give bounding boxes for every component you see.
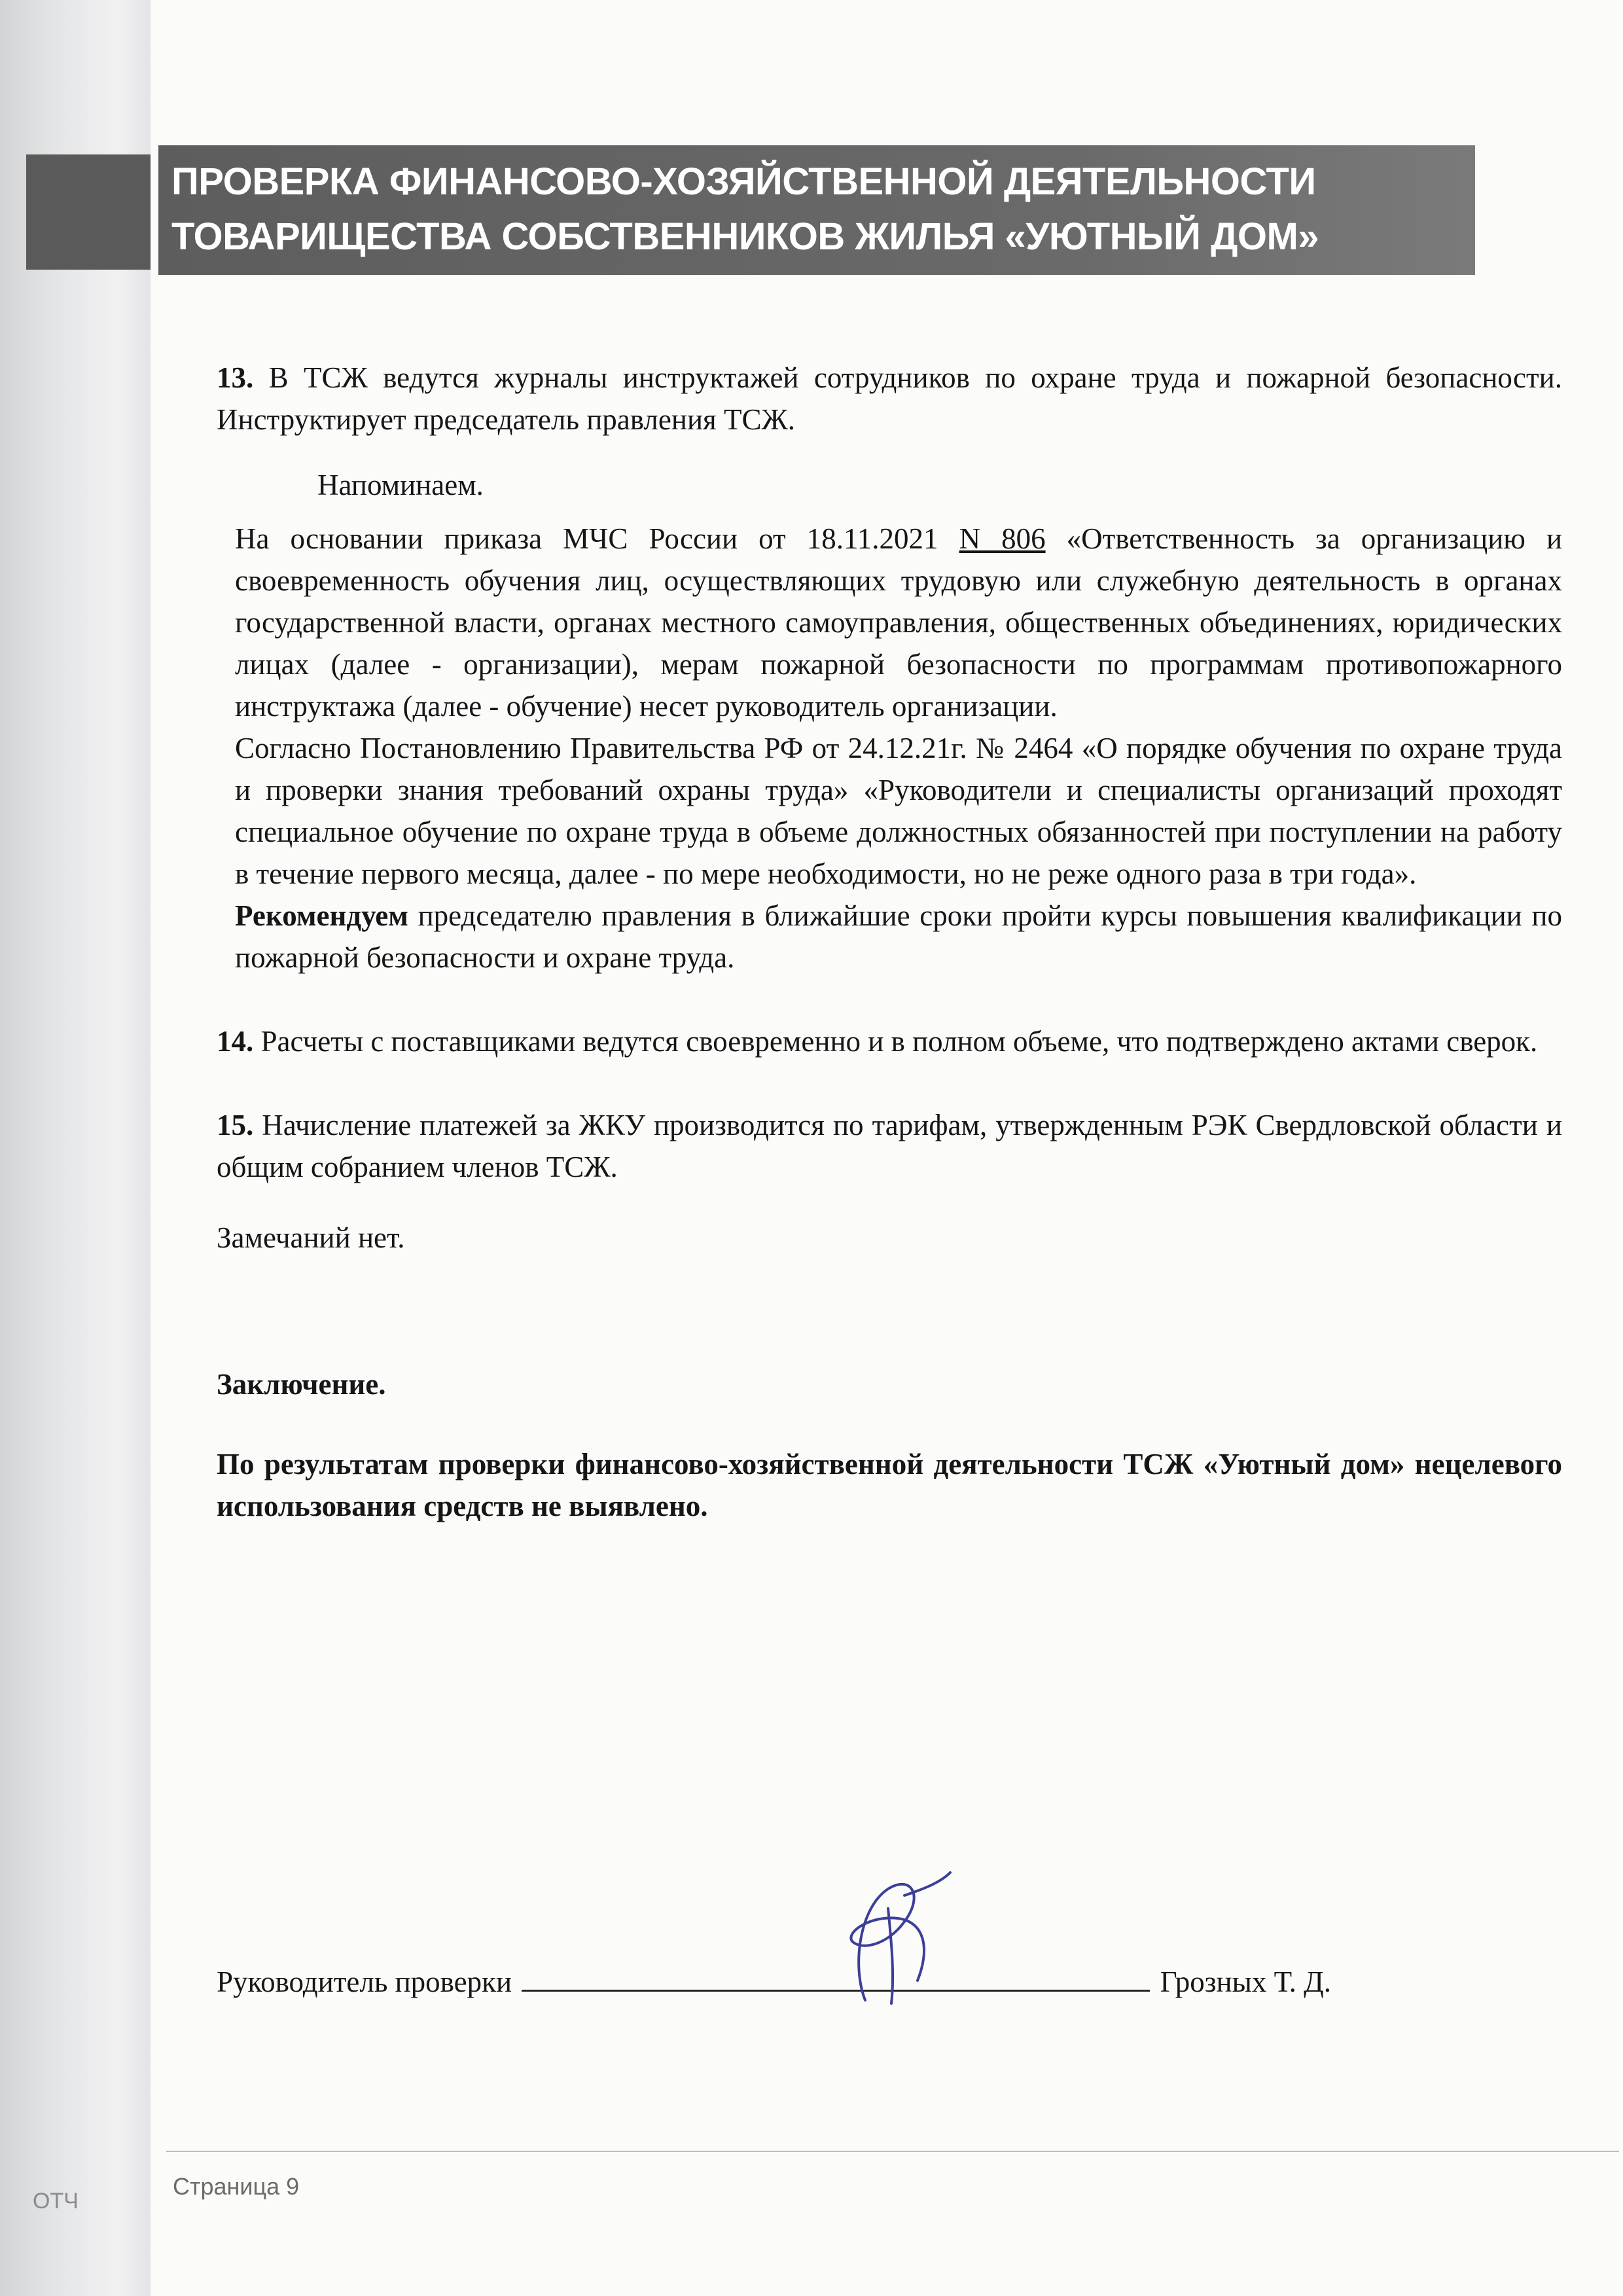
remarks-text: Замечаний нет. [217,1221,405,1254]
binding-edge [0,0,152,2296]
reminder-paragraph-1 [235,518,1562,727]
reminder-paragraph-2: Согласно Постановлению Правительства РФ от 24.12.21г. № 2464 «О порядке обучения по охране труда и проверки знания требований охраны труда» «Руководители и специалисты организаций проходят специальное обучение по охране труда в объеме должностных обязанностей при поступлении на работу в течение первого месяца, далее - по мере необходимости, но не реже одного раза в три года». [235,732,1562,890]
handwritten-signature [826,1869,957,2013]
item-13-text: В ТСЖ ведутся журналы инструктажей сотрудников по охране труда и пожарной безопасности. Инструктирует председатель правления ТСЖ. [217,361,1562,436]
item-13 [217,357,1562,440]
signature-line [522,1961,1150,1992]
conclusion-text: По результатам проверки финансово-хозяйственной деятельности ТСЖ «Уютный дом» нецелевого использования средств не выявлено. [217,1448,1562,1522]
conclusion-heading: Заключение. [217,1368,386,1401]
item-14-text: Расчеты с поставщиками ведутся своевременно и в полном объеме, что подтверждено актами сверок. [260,1025,1538,1058]
binding-footer-fragment: ОТЧ [33,2189,79,2214]
recommendation-lead: Рекомендуем [235,899,408,932]
page-title [171,154,1469,264]
reminder-p1-rest: «Ответственность за организацию и своевременность обучения лиц, осуществляющих трудовую или служебную деятельность в органах государственной власти, органах местного самоуправления, общественных объединениях, юридических лицах (далее - организации), мерам пожарной безопасности по программам противопожарного инструктажа (далее - обучение) несет руководитель организации. [235,522,1563,723]
recommendation [235,895,1562,978]
order-number: N 806 [959,522,1046,555]
previous-page-title-stub [26,154,151,270]
item-15 [217,1104,1562,1188]
title-line-2: ТОВАРИЩЕСТВА СОБСТВЕННИКОВ ЖИЛЬЯ «УЮТНЫЙ ДОМ» [171,215,1319,258]
footer-divider [166,2151,1619,2152]
title-line-1: ПРОВЕРКА ФИНАНСОВО-ХОЗЯЙСТВЕННОЙ ДЕЯТЕЛЬНОСТИ [171,160,1316,203]
item-15-text: Начисление платежей за ЖКУ производится по тарифам, утвержденным РЭК Свердловской области и общим собранием членов ТСЖ. [217,1109,1562,1183]
item-15-number: 15. [217,1109,254,1141]
item-14-number: 14. [217,1025,254,1058]
document-page [151,0,1623,2296]
signatory-name: Грозных Т. Д. [1160,1965,1332,1998]
reminder-block [217,518,1562,978]
title-banner [158,145,1475,275]
document-body [217,357,1562,1527]
page-number: Страница 9 [173,2173,300,2200]
item-14 [217,1020,1562,1062]
signature-row [217,1961,1562,2003]
reminder-heading: Напоминаем. [317,469,484,501]
signature-label: Руководитель проверки [217,1965,512,1998]
reminder-p1-start: На основании приказа МЧС России от 18.11.2021 [235,522,938,555]
recommendation-text: председателю правления в ближайшие сроки пройти курсы повышения квалификации по пожарной безопасности и охране труда. [235,899,1562,974]
item-13-number: 13. [217,361,254,394]
